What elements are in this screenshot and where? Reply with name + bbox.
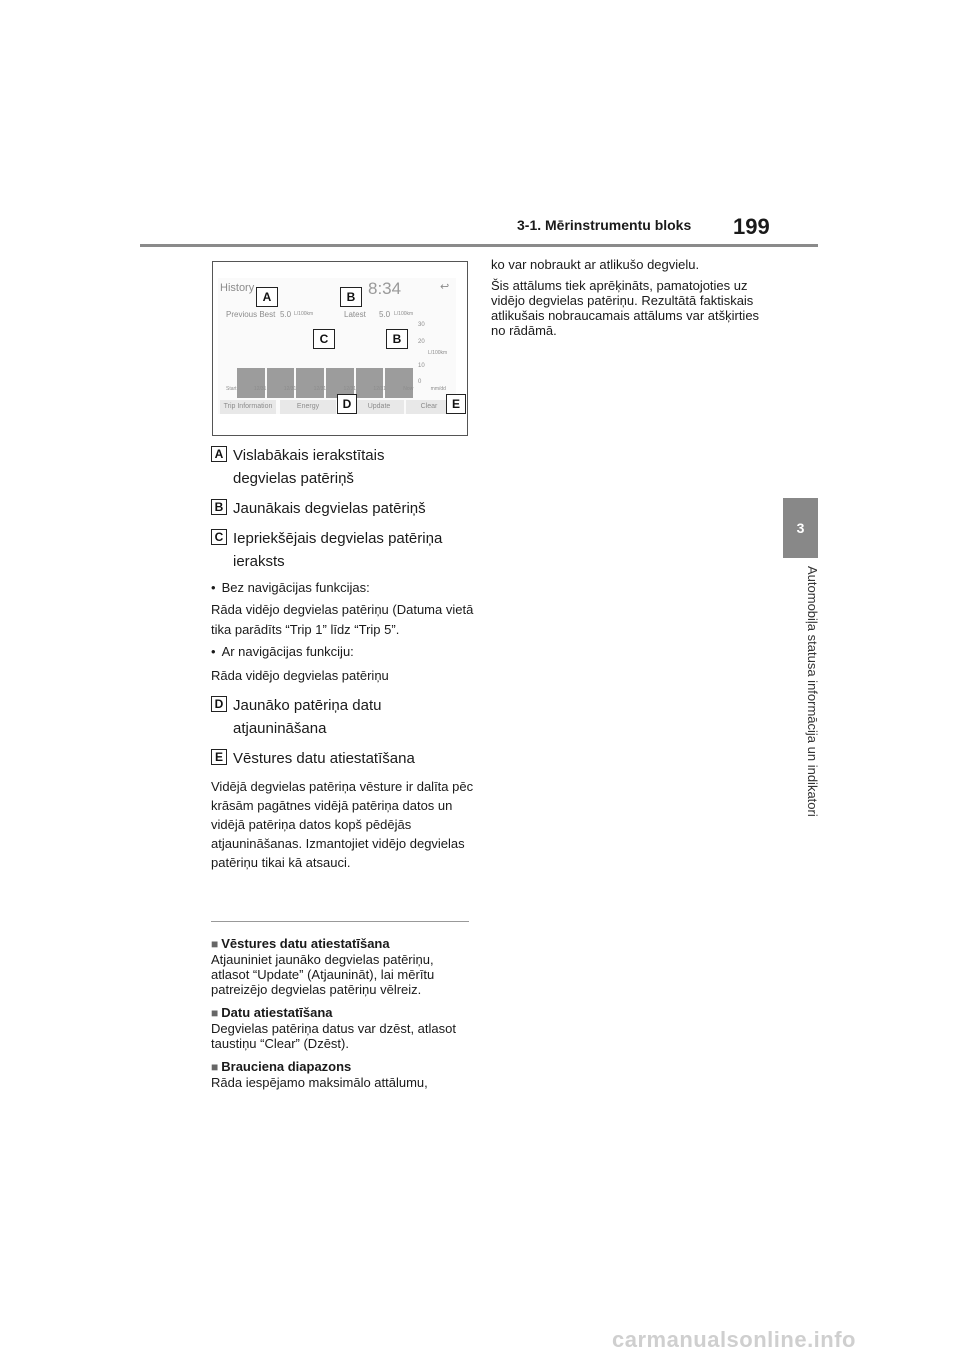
subsection-heading: ■ Datu atiestatīšana xyxy=(211,1005,473,1021)
legend-key-d: D xyxy=(211,696,227,712)
subsection-body: Degvielas patēriņa datus var dzēst, atlasot taustiņu “Clear” (Dzēst). xyxy=(211,1021,456,1051)
history-note: Vidējā degvielas patēriņa vēsture ir dalīta pēc krāsām pagātnes vidējā patēriņa datos un vidējā patēriņa datos kopš pēdējās atjaunināšanas. Izmantojiet vidējo degvielas patēriņu tikai kā atsauci. xyxy=(211,779,474,870)
bullet-item: • Bez navigācijas funkcijas: xyxy=(211,578,476,598)
note-text: Rāda vidējo degvielas patēriņu (Datuma vietā tika parādīts “Trip 1” līdz “Trip 5”. xyxy=(211,602,474,637)
bar xyxy=(356,368,384,398)
legend-key-b: B xyxy=(211,499,227,515)
date-label: 12/31 xyxy=(283,386,297,392)
legend-item-b xyxy=(211,497,476,520)
legend-text: Jaunāko patēriņa datu xyxy=(233,697,382,714)
legend-text: degvielas patēriņš xyxy=(233,470,354,487)
energy-button[interactable]: Energy xyxy=(280,400,336,414)
callout-a: A xyxy=(256,287,278,307)
screen-title: History xyxy=(220,282,255,294)
legend-text: Jaunākais degvielas patēriņš xyxy=(233,500,426,517)
legend-text: atjaunināšana xyxy=(233,720,327,737)
legend-text: ieraksts xyxy=(233,553,285,570)
previous-best-value: 5.0 xyxy=(280,310,292,319)
chapter-side-title xyxy=(800,566,822,866)
legend-key-c: C xyxy=(211,529,227,545)
back-icon: ↩ xyxy=(440,281,450,293)
update-button[interactable]: Update xyxy=(354,400,404,414)
date-label: 12/31 xyxy=(343,386,357,392)
legend-key-a: A xyxy=(211,446,227,462)
date-label: 12/31 xyxy=(373,386,386,392)
axis-20: 20 xyxy=(418,339,425,345)
latest-value: 5.0 xyxy=(379,310,391,319)
date-label: Start xyxy=(226,386,237,392)
right-column xyxy=(491,257,761,344)
callout-c: C xyxy=(313,329,335,349)
bullet-item: • Ar navigācijas funkciju: xyxy=(211,642,476,662)
axis-unit: L/100km xyxy=(428,350,448,356)
history-bars xyxy=(237,368,413,398)
history-screen-illustration xyxy=(212,261,468,436)
chapter-title: Automobiļa statusa informācija un indikatori xyxy=(805,566,820,817)
page-number: 199 xyxy=(733,214,770,239)
screen-time: 8:34 xyxy=(368,279,402,298)
bar xyxy=(296,368,324,398)
legend-key-e: E xyxy=(211,749,227,765)
axis-0: 0 xyxy=(418,379,422,385)
callout-b: B xyxy=(340,287,362,307)
date-label: 12/31 xyxy=(313,386,327,392)
callout-b2: B xyxy=(386,329,408,349)
legend-item-c xyxy=(211,527,476,573)
section-title: 3-1. Mērinstrumentu bloks xyxy=(517,217,692,233)
axis-10: 10 xyxy=(418,363,425,369)
chapter-tab xyxy=(783,498,818,558)
clear-button[interactable]: Clear xyxy=(406,400,452,414)
note-text: Rāda vidējo degvielas patēriņu xyxy=(211,668,389,683)
date-label: mm/dd xyxy=(430,386,446,392)
previous-best-unit: L/100km xyxy=(294,311,314,317)
legend-list xyxy=(211,444,476,872)
subsection-body: Rāda iespējamo maksimālo attālumu, xyxy=(211,1075,428,1090)
subsection-heading: ■ Vēstures datu atiestatīšana xyxy=(211,936,473,952)
subsection-body: Atjauniniet jaunāko degvielas patēriņu, atlasot “Update” (Atjaunināt), lai mērītu patreizējo degvielas patēriņu vēlreiz. xyxy=(211,952,435,997)
date-label: 12/31 xyxy=(253,386,267,392)
legend-item-e xyxy=(211,747,476,770)
latest-unit: L/100km xyxy=(394,311,414,317)
header-rule xyxy=(140,244,818,247)
bar xyxy=(385,368,413,398)
trip-information-button[interactable]: Trip Information xyxy=(220,400,276,414)
paragraph: Šis attālums tiek aprēķināts, pamatojoties uz vidējo degvielas patēriņu. Rezultātā faktiskais atlikušais nobraucamais attālums var atšķirties no rādāmā. xyxy=(491,278,760,338)
date-label: Now xyxy=(403,386,414,392)
previous-best-label: Previous Best xyxy=(226,310,276,319)
legend-item-a xyxy=(211,444,476,490)
legend-text: Iepriekšējais degvielas patēriņa xyxy=(233,530,443,547)
watermark: carmanualsonline.info xyxy=(612,1327,856,1352)
section-divider xyxy=(211,921,469,922)
legend-text: Vēstures datu atiestatīšana xyxy=(233,750,415,767)
callout-d: D xyxy=(337,394,357,414)
bar xyxy=(237,368,265,398)
legend-text: Vislabākais ierakstītais xyxy=(233,447,385,464)
bar xyxy=(267,368,295,398)
legend-item-d xyxy=(211,694,476,740)
subsection-heading: ■ Brauciena diapazons xyxy=(211,1059,473,1075)
c-notes xyxy=(211,578,476,686)
latest-label: Latest xyxy=(344,310,366,319)
axis-30: 30 xyxy=(418,322,425,328)
callout-e: E xyxy=(446,394,466,414)
paragraph: ko var nobraukt ar atlikušo degvielu. xyxy=(491,257,700,272)
chapter-number: 3 xyxy=(796,520,805,536)
subsections xyxy=(211,928,473,1096)
